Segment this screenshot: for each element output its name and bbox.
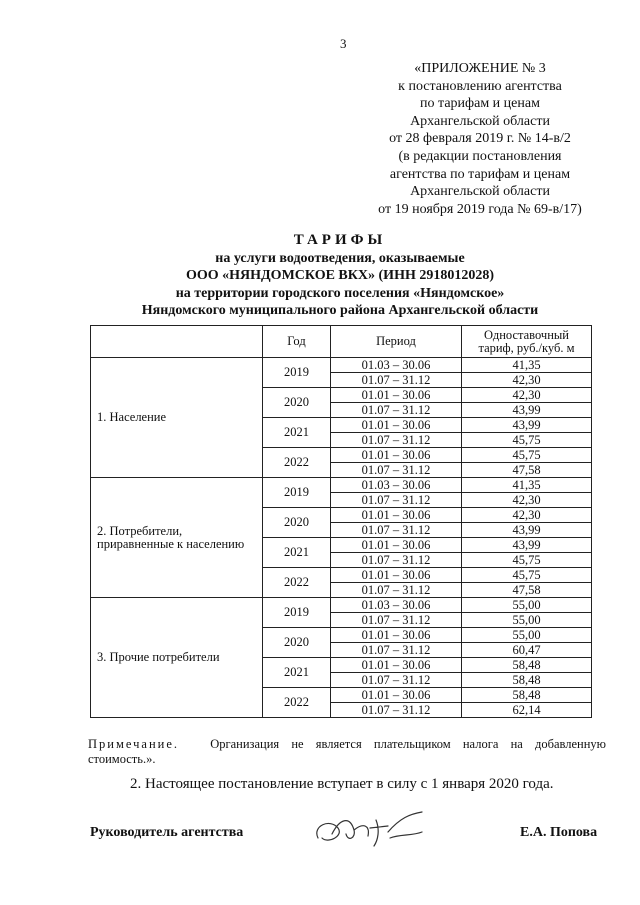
year-cell: 2019 bbox=[263, 358, 331, 388]
tariff-cell: 45,75 bbox=[462, 568, 592, 583]
header-tariff: Одноставочный тариф, руб./куб. м bbox=[462, 326, 592, 358]
tariff-cell: 58,48 bbox=[462, 673, 592, 688]
year-cell: 2020 bbox=[263, 388, 331, 418]
note-label: Примечание. bbox=[88, 737, 180, 751]
year-cell: 2022 bbox=[263, 568, 331, 598]
category-cell: 3. Прочие потребители bbox=[91, 598, 263, 718]
tariff-cell: 42,30 bbox=[462, 373, 592, 388]
period-cell: 01.01 – 30.06 bbox=[331, 508, 462, 523]
document-title: ТАРИФЫ bbox=[293, 232, 387, 248]
year-cell: 2020 bbox=[263, 628, 331, 658]
title-line: Няндомского муниципального района Архангельской области bbox=[141, 303, 539, 318]
year-cell: 2021 bbox=[263, 658, 331, 688]
tariff-cell: 55,00 bbox=[462, 613, 592, 628]
header-period: Период bbox=[331, 326, 462, 358]
tariff-cell: 55,00 bbox=[462, 598, 592, 613]
period-cell: 01.03 – 30.06 bbox=[331, 478, 462, 493]
tariff-cell: 47,58 bbox=[462, 463, 592, 478]
year-cell: 2021 bbox=[263, 418, 331, 448]
year-cell: 2020 bbox=[263, 508, 331, 538]
period-cell: 01.01 – 30.06 bbox=[331, 628, 462, 643]
table-header-row bbox=[91, 326, 592, 358]
tariff-cell: 62,14 bbox=[462, 703, 592, 718]
period-cell: 01.07 – 31.12 bbox=[331, 673, 462, 688]
appendix-line: агентства по тарифам и ценам bbox=[389, 166, 571, 182]
appendix-line: по тарифам и ценам bbox=[420, 96, 540, 112]
period-cell: 01.01 – 30.06 bbox=[331, 388, 462, 403]
tariff-cell: 41,35 bbox=[462, 478, 592, 493]
period-cell: 01.07 – 31.12 bbox=[331, 703, 462, 718]
tariff-cell: 43,99 bbox=[462, 403, 592, 418]
header-category bbox=[91, 326, 263, 358]
table-row bbox=[91, 478, 592, 493]
period-cell: 01.07 – 31.12 bbox=[331, 433, 462, 448]
table-body bbox=[91, 358, 592, 718]
tariff-cell: 42,30 bbox=[462, 508, 592, 523]
table-row bbox=[91, 358, 592, 373]
appendix-line: от 28 февраля 2019 г. № 14-в/2 bbox=[389, 131, 571, 147]
period-cell: 01.07 – 31.12 bbox=[331, 613, 462, 628]
tariff-cell: 43,99 bbox=[462, 523, 592, 538]
appendix-line: от 19 ноября 2019 года № 69-в/17) bbox=[378, 201, 582, 217]
period-cell: 01.01 – 30.06 bbox=[331, 688, 462, 703]
period-cell: 01.07 – 31.12 bbox=[331, 403, 462, 418]
handwritten-signature bbox=[310, 808, 430, 853]
appendix-line: «ПРИЛОЖЕНИЕ № 3 bbox=[414, 61, 546, 76]
tariff-cell: 55,00 bbox=[462, 628, 592, 643]
period-cell: 01.07 – 31.12 bbox=[331, 373, 462, 388]
tariff-cell: 58,48 bbox=[462, 658, 592, 673]
document-title-block bbox=[60, 232, 620, 320]
page-number: 3 bbox=[340, 36, 347, 51]
period-cell: 01.01 – 30.06 bbox=[331, 418, 462, 433]
period-cell: 01.03 – 30.06 bbox=[331, 598, 462, 613]
tariff-cell: 45,75 bbox=[462, 553, 592, 568]
tariff-cell: 43,99 bbox=[462, 538, 592, 553]
category-cell: 2. Потребители, приравненные к населению bbox=[91, 478, 263, 598]
resolution-paragraph: 2. Настоящее постановление вступает в силу с 1 января 2020 года. bbox=[130, 776, 554, 792]
title-line: на услуги водоотведения, оказываемые bbox=[215, 250, 465, 266]
appendix-line: Архангельской области bbox=[410, 113, 550, 129]
period-cell: 01.01 – 30.06 bbox=[331, 658, 462, 673]
table-row bbox=[91, 598, 592, 613]
header-year: Год bbox=[263, 326, 331, 358]
period-cell: 01.07 – 31.12 bbox=[331, 523, 462, 538]
period-cell: 01.01 – 30.06 bbox=[331, 568, 462, 583]
appendix-line: Архангельской области bbox=[410, 184, 550, 200]
tariff-cell: 58,48 bbox=[462, 688, 592, 703]
tariff-cell: 43,99 bbox=[462, 418, 592, 433]
period-cell: 01.07 – 31.12 bbox=[331, 583, 462, 598]
note bbox=[88, 737, 606, 767]
period-cell: 01.03 – 30.06 bbox=[331, 358, 462, 373]
tariff-cell: 60,47 bbox=[462, 643, 592, 658]
year-cell: 2019 bbox=[263, 478, 331, 508]
tariff-table bbox=[90, 325, 592, 718]
period-cell: 01.07 – 31.12 bbox=[331, 463, 462, 478]
period-cell: 01.07 – 31.12 bbox=[331, 643, 462, 658]
appendix-line: к постановлению агентства bbox=[398, 78, 562, 94]
tariff-cell: 42,30 bbox=[462, 493, 592, 508]
period-cell: 01.07 – 31.12 bbox=[331, 553, 462, 568]
note-text: Организация не является плательщиком налога на добавленную стоимость.». bbox=[88, 737, 607, 766]
tariff-cell: 42,30 bbox=[462, 388, 592, 403]
tariff-cell: 47,58 bbox=[462, 583, 592, 598]
tariff-cell: 45,75 bbox=[462, 433, 592, 448]
period-cell: 01.07 – 31.12 bbox=[331, 493, 462, 508]
category-cell: 1. Население bbox=[91, 358, 263, 478]
title-line: на территории городского поселения «Няндомское» bbox=[175, 285, 505, 301]
signatory-title: Руководитель агентства bbox=[90, 825, 244, 840]
year-cell: 2022 bbox=[263, 688, 331, 718]
period-cell: 01.01 – 30.06 bbox=[331, 448, 462, 463]
year-cell: 2021 bbox=[263, 538, 331, 568]
year-cell: 2022 bbox=[263, 448, 331, 478]
appendix-line: (в редакции постановления bbox=[398, 148, 562, 164]
year-cell: 2019 bbox=[263, 598, 331, 628]
appendix-block bbox=[330, 60, 630, 218]
period-cell: 01.01 – 30.06 bbox=[331, 538, 462, 553]
tariff-cell: 41,35 bbox=[462, 358, 592, 373]
tariff-cell: 45,75 bbox=[462, 448, 592, 463]
title-line: ООО «НЯНДОМСКОЕ ВКХ» (ИНН 2918012028) bbox=[185, 268, 495, 283]
signatory-name: Е.А. Попова bbox=[520, 825, 598, 840]
